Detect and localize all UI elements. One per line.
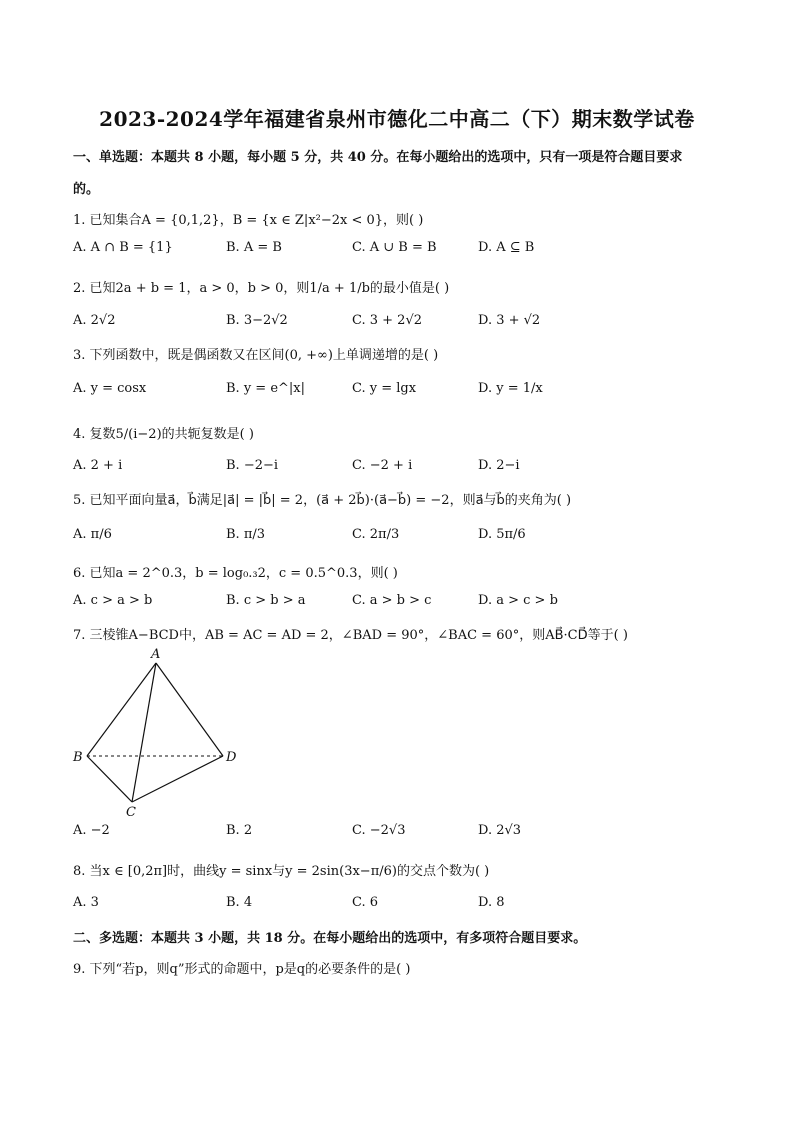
section2-header: 二、多选题：本题共 3 小题，共 18 分。在每小题给出的选项中，有多项符合题目要求。 — [73, 931, 587, 946]
question-5-option-a: A. π/6 — [73, 527, 112, 542]
question-2-option-c: C. 3 + 2√2 — [352, 313, 423, 328]
question-1-option-c: C. A ∪ B = B — [352, 240, 437, 255]
question-1-stem: 1. 已知集合A = {0,1,2}，B = {x ∈ Z|x²−2x < 0}，则( ) — [73, 213, 424, 228]
question-3-option-a: A. y = cosx — [73, 381, 147, 396]
question-2-option-b: B. 3−2√2 — [226, 313, 288, 328]
question-7-stem: 7. 三棱锥A−BCD中，AB = AC = AD = 2，∠BAD = 90°，∠BAC = 60°，则AB⃗·CD⃗等于( ) — [73, 628, 628, 643]
question-4-stem: 4. 复数5/(i−2)的共轭复数是( ) — [73, 427, 254, 442]
question-7-option-d: D. 2√3 — [478, 823, 522, 838]
question-8-option-d: D. 8 — [478, 895, 505, 910]
vertex-label-b: B — [73, 750, 83, 765]
section1-header-cont: 的。 — [73, 182, 100, 197]
edge-bc — [87, 756, 132, 802]
question-8-option-a: A. 3 — [73, 895, 99, 910]
question-8-option-b: B. 4 — [226, 895, 253, 910]
question-8-stem: 8. 当x ∈ [0,2π]时，曲线y = sinx与y = 2sin(3x−π/6)的交点个数为( ) — [73, 864, 490, 879]
question-2-option-d: D. 3 + √2 — [478, 313, 541, 328]
edge-ad — [156, 663, 223, 756]
question-6-option-b: B. c > b > a — [226, 593, 306, 608]
question-6-option-d: D. a > c > b — [478, 593, 558, 608]
edge-cd — [132, 756, 223, 802]
question-2-option-a: A. 2√2 — [73, 313, 116, 328]
question-3-option-c: C. y = lgx — [352, 381, 417, 396]
question-4-option-a: A. 2 + i — [73, 458, 123, 473]
question-4-option-c: C. −2 + i — [352, 458, 413, 473]
question-9-stem: 9. 下列“若p，则q”形式的命题中，p是q的必要条件的是( ) — [73, 962, 411, 977]
question-4-option-b: B. −2−i — [226, 458, 279, 473]
question-5-stem: 5. 已知平面向量a⃗，b⃗满足|a⃗| = |b⃗| = 2，(a⃗ + 2b⃗)·(a⃗−b⃗) = −2，则a⃗与b⃗的夹角为( ) — [73, 493, 572, 508]
vertex-label-d: D — [226, 750, 237, 765]
question-1-option-b: B. A = B — [226, 240, 282, 255]
vertex-label-a: A — [151, 647, 161, 662]
vertex-label-c: C — [126, 805, 136, 820]
question-3-option-b: B. y = e^|x| — [226, 381, 305, 396]
edge-ac — [132, 663, 156, 802]
question-6-option-c: C. a > b > c — [352, 593, 432, 608]
question-5-option-d: D. 5π/6 — [478, 527, 526, 542]
edge-ab — [87, 663, 156, 756]
question-3-option-d: D. y = 1/x — [478, 381, 543, 396]
page-title: 2023-2024学年福建省泉州市德化二中高二（下）期末数学试卷 — [99, 107, 695, 131]
question-6-stem: 6. 已知a = 2^0.3，b = log₀.₃2，c = 0.5^0.3，则( ) — [73, 566, 398, 581]
question-1-option-d: D. A ⊆ B — [478, 240, 535, 255]
tetrahedron-figure — [70, 645, 250, 820]
question-2-stem: 2. 已知2a + b = 1，a > 0，b > 0，则1/a + 1/b的最小值是( ) — [73, 281, 450, 296]
question-6-option-a: A. c > a > b — [73, 593, 153, 608]
question-7-option-a: A. −2 — [73, 823, 110, 838]
question-7-option-b: B. 2 — [226, 823, 253, 838]
question-1-option-a: A. A ∩ B = {1} — [73, 240, 173, 255]
question-7-option-c: C. −2√3 — [352, 823, 406, 838]
question-8-option-c: C. 6 — [352, 895, 379, 910]
question-5-option-c: C. 2π/3 — [352, 527, 400, 542]
question-4-option-d: D. 2−i — [478, 458, 520, 473]
question-3-stem: 3. 下列函数中，既是偶函数又在区间(0, +∞)上单调递增的是( ) — [73, 348, 439, 363]
section1-header: 一、单选题：本题共 8 小题，每小题 5 分，共 40 分。在每小题给出的选项中，只有一项是符合题目要求 — [73, 150, 683, 165]
question-5-option-b: B. π/3 — [226, 527, 266, 542]
